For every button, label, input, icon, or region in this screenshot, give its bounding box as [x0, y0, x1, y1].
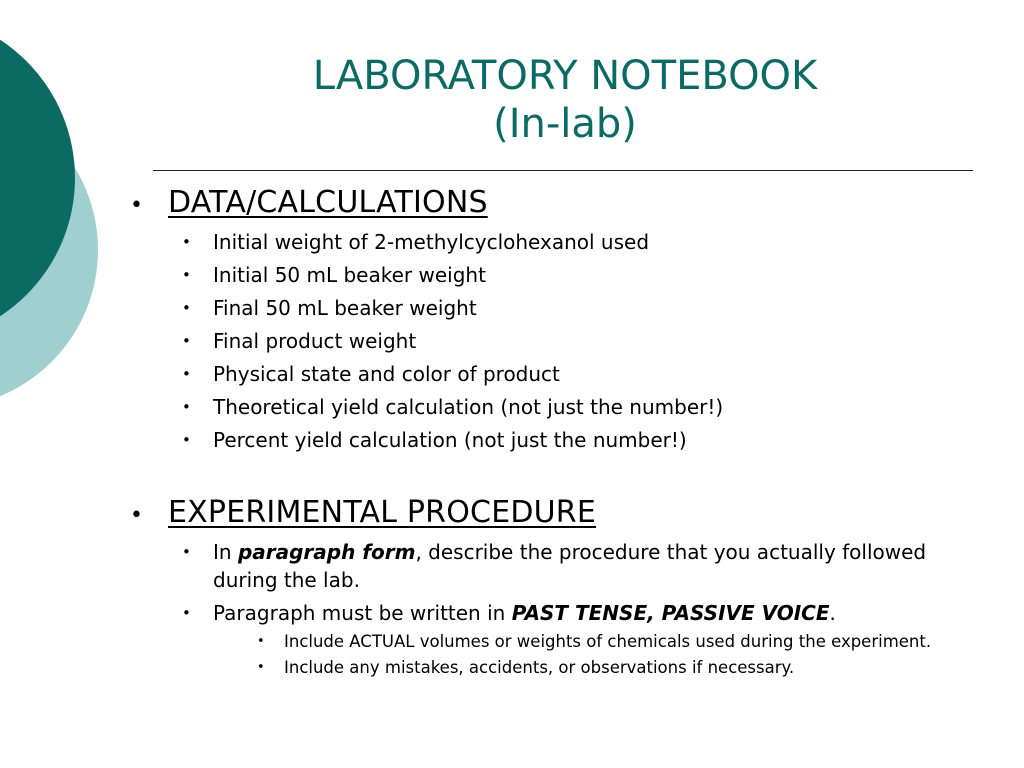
item-text-pre: Paragraph must be written in	[213, 601, 512, 625]
list-item: • Percent yield calculation (not just the number!)	[182, 426, 990, 454]
list-item: • Theoretical yield calculation (not just the number!)	[182, 393, 990, 421]
section-data-calculations	[130, 185, 990, 459]
section-heading: EXPERIMENTAL PROCEDURE	[168, 495, 597, 530]
list-item: • Final 50 mL beaker weight	[182, 294, 990, 322]
section-heading: DATA/CALCULATIONS	[168, 185, 488, 220]
sub-list-item: • Include ACTUAL volumes or weights of chemicals used during the experiment.	[257, 631, 990, 653]
list-item: • Initial weight of 2-methylcyclohexanol used	[182, 228, 990, 256]
data-list	[130, 228, 990, 454]
section-heading-row	[130, 185, 990, 220]
decorative-circles	[0, 0, 120, 420]
title-divider	[153, 170, 973, 171]
bullet: •	[130, 193, 143, 218]
sub-list	[213, 631, 990, 679]
section-experimental-procedure	[130, 495, 990, 684]
bullet: •	[130, 503, 143, 528]
list-item: • Final product weight	[182, 327, 990, 355]
list-item: • Initial 50 mL beaker weight	[182, 261, 990, 289]
section-heading-row	[130, 495, 990, 530]
item-emphasis: PAST TENSE, PASSIVE VOICE	[511, 601, 830, 625]
list-item: • Physical state and color of product	[182, 360, 990, 388]
list-item	[182, 538, 990, 594]
title-line-1: LABORATORY NOTEBOOK	[312, 53, 818, 99]
item-text-post: .	[829, 601, 836, 625]
slide-title	[150, 52, 980, 148]
item-text-pre: In	[213, 540, 238, 564]
item-text-post: , describe the procedure that you actually followed during the lab.	[213, 540, 927, 592]
title-line-2: (In-lab)	[493, 101, 637, 147]
item-emphasis: paragraph form	[237, 540, 416, 564]
list-item	[182, 599, 990, 679]
sub-list-item: • Include any mistakes, accidents, or observations if necessary.	[257, 657, 990, 679]
procedure-list	[130, 538, 990, 679]
